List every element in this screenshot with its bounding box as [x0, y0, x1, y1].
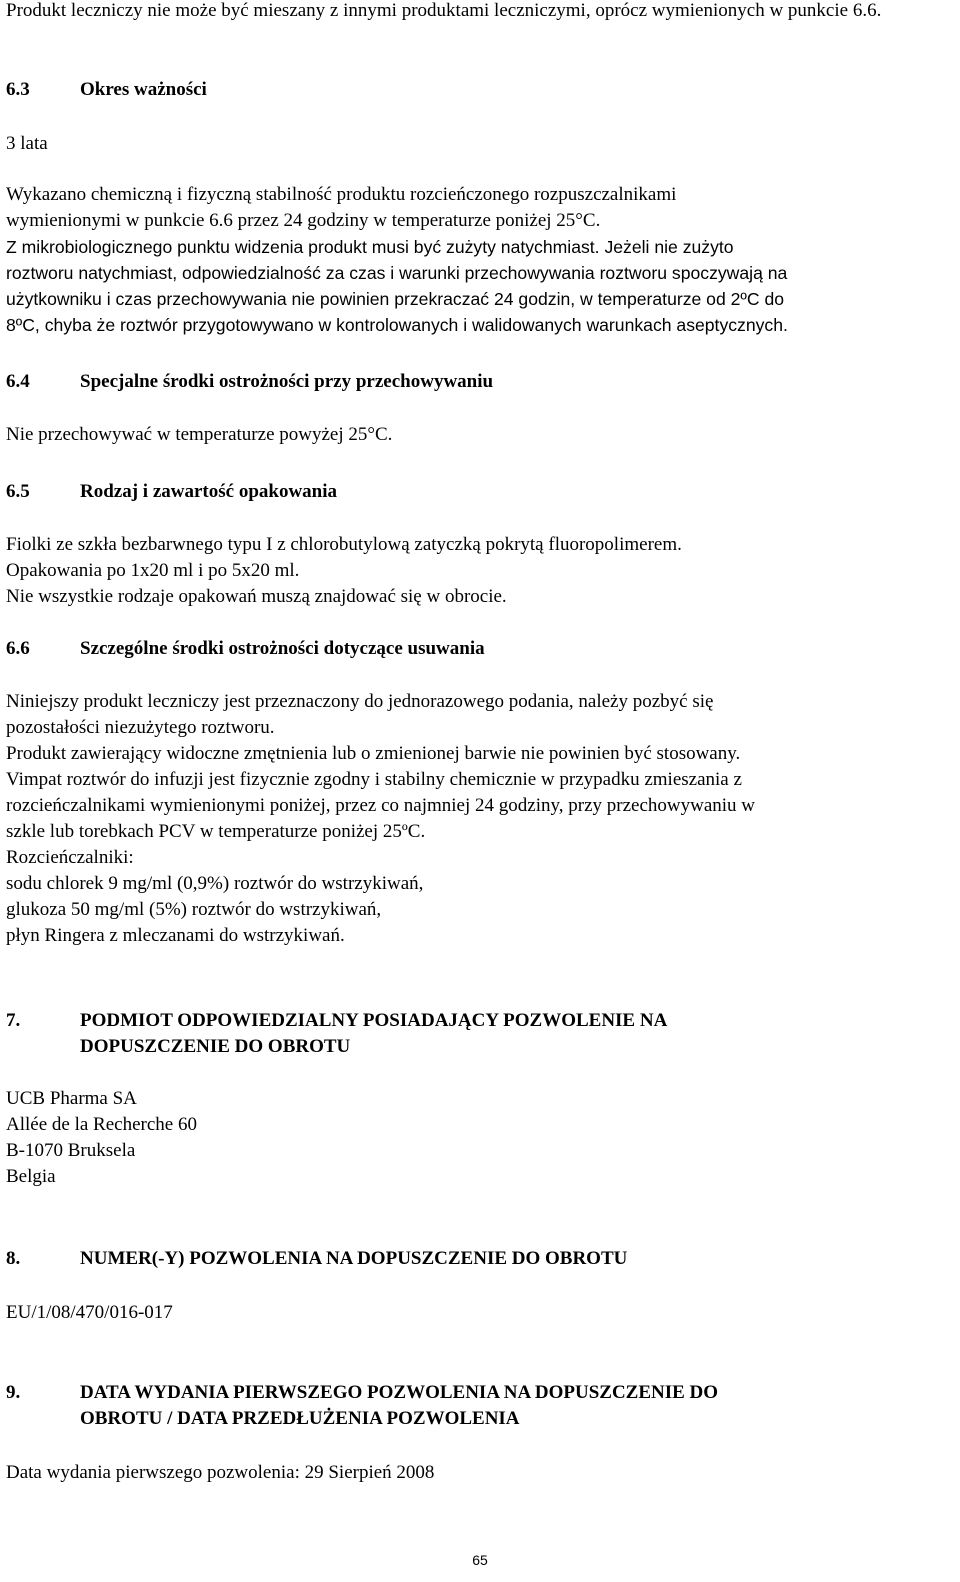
- text-line: roztworu natychmiast, odpowiedzialność za czas i warunki przechowywania roztworu spoczywają na: [6, 263, 788, 283]
- section-title: NUMER(-Y) POZWOLENIA NA DOPUSZCZENIE DO OBROTU: [80, 1248, 628, 1269]
- text-line: rozcieńczalnikami wymienionymi poniżej, przez co najmniej 24 godziny, przy przechowywaniu w: [6, 795, 756, 816]
- shelf-life-line: 3 lata: [6, 133, 48, 154]
- text-line: glukoza 50 mg/ml (5%) roztwór do wstrzykiwań,: [6, 899, 382, 920]
- text-line: Fiolki ze szkła bezbarwnego typu I z chlorobutylową zatyczką pokrytą fluoropolimerem.: [6, 534, 682, 555]
- company-address: [6, 1086, 954, 1190]
- text-line: Wykazano chemiczną i fizyczną stabilność produktu rozcieńczonego rozpuszczalnikami: [6, 184, 677, 205]
- text-line: Z mikrobiologicznego punktu widzenia produkt musi być zużyty natychmiast. Jeżeli nie zużyto: [6, 237, 734, 257]
- section-title: Rodzaj i zawartość opakowania: [80, 481, 338, 502]
- shelf-life-text: [6, 131, 954, 157]
- address-line: B-1070 Bruksela: [6, 1140, 136, 1161]
- text-line: Rozcieńczalniki:: [6, 847, 134, 868]
- disposal-paragraph: [6, 689, 954, 949]
- microbiology-paragraph: [6, 234, 954, 338]
- text-line: Niniejszy produkt leczniczy jest przeznaczony do jednorazowego podania, należy pozbyć się: [6, 691, 714, 712]
- text-line: płyn Ringera z mleczanami do wstrzykiwań.: [6, 925, 345, 946]
- address-line: UCB Pharma SA: [6, 1088, 137, 1109]
- text-line: użytkowniku i czas przechowywania nie powinien przekraczać 24 godzin, w temperaturze od 2ºC do: [6, 289, 785, 309]
- intro-line: Produkt leczniczy nie może być mieszany z innymi produktami leczniczymi, oprócz wymienionych w punkcie 6.6.: [6, 0, 882, 21]
- intro-paragraph: [6, 0, 954, 24]
- authorisation-number: [6, 1300, 954, 1326]
- section-title: Specjalne środki ostrożności przy przechowywaniu: [80, 371, 494, 392]
- text-line: Opakowania po 1x20 ml i po 5x20 ml.: [6, 560, 300, 581]
- text-line: szkle lub torebkach PCV w temperaturze poniżej 25ºC.: [6, 821, 426, 842]
- section-number: 8.: [6, 1248, 21, 1269]
- address-line: Belgia: [6, 1166, 56, 1187]
- stability-paragraph: [6, 182, 954, 234]
- address-line: Allée de la Recherche 60: [6, 1114, 197, 1135]
- section-title-line: PODMIOT ODPOWIEDZIALNY POSIADAJĄCY POZWOLENIE NA: [80, 1010, 668, 1031]
- page-number: 65: [472, 1552, 488, 1568]
- text-line: 8ºC, chyba że roztwór przygotowywano w kontrolowanych i walidowanych warunkach aseptycznych.: [6, 315, 788, 335]
- text-line: Produkt zawierający widoczne zmętnienia lub o zmienionej barwie nie powinien być stosowany.: [6, 743, 741, 764]
- section-title-line: OBROTU / DATA PRZEDŁUŻENIA POZWOLENIA: [80, 1408, 520, 1429]
- text-line: sodu chlorek 9 mg/ml (0,9%) roztwór do wstrzykiwań,: [6, 873, 424, 894]
- packaging-paragraph: [6, 532, 954, 610]
- section-number: 6.6: [6, 638, 30, 659]
- section-number: 9.: [6, 1382, 21, 1403]
- section-title: Okres ważności: [80, 79, 207, 100]
- text-line: Data wydania pierwszego pozwolenia: 29 Sierpień 2008: [6, 1462, 435, 1483]
- storage-text: [6, 422, 954, 448]
- text-line: pozostałości niezużytego roztworu.: [6, 717, 275, 738]
- text-line: wymienionymi w punkcie 6.6 przez 24 godziny w temperaturze poniżej 25°C.: [6, 210, 601, 231]
- section-title: Szczególne środki ostrożności dotyczące usuwania: [80, 638, 485, 659]
- text-line: Nie przechowywać w temperaturze powyżej 25°C.: [6, 424, 393, 445]
- section-number: 6.3: [6, 79, 30, 100]
- text-line: Nie wszystkie rodzaje opakowań muszą znajdować się w obrocie.: [6, 586, 507, 607]
- section-number: 7.: [6, 1010, 21, 1031]
- text-line: Vimpat roztwór do infuzji jest fizycznie zgodny i stabilny chemicznie w przypadku zmieszania z: [6, 769, 742, 790]
- section-title-line: DATA WYDANIA PIERWSZEGO POZWOLENIA NA DOPUSZCZENIE DO: [80, 1382, 719, 1403]
- section-number: 6.4: [6, 371, 30, 392]
- section-number: 6.5: [6, 481, 30, 502]
- section-title-line: DOPUSZCZENIE DO OBROTU: [80, 1036, 351, 1057]
- first-authorisation-date: [6, 1460, 954, 1486]
- text-line: EU/1/08/470/016-017: [6, 1302, 173, 1323]
